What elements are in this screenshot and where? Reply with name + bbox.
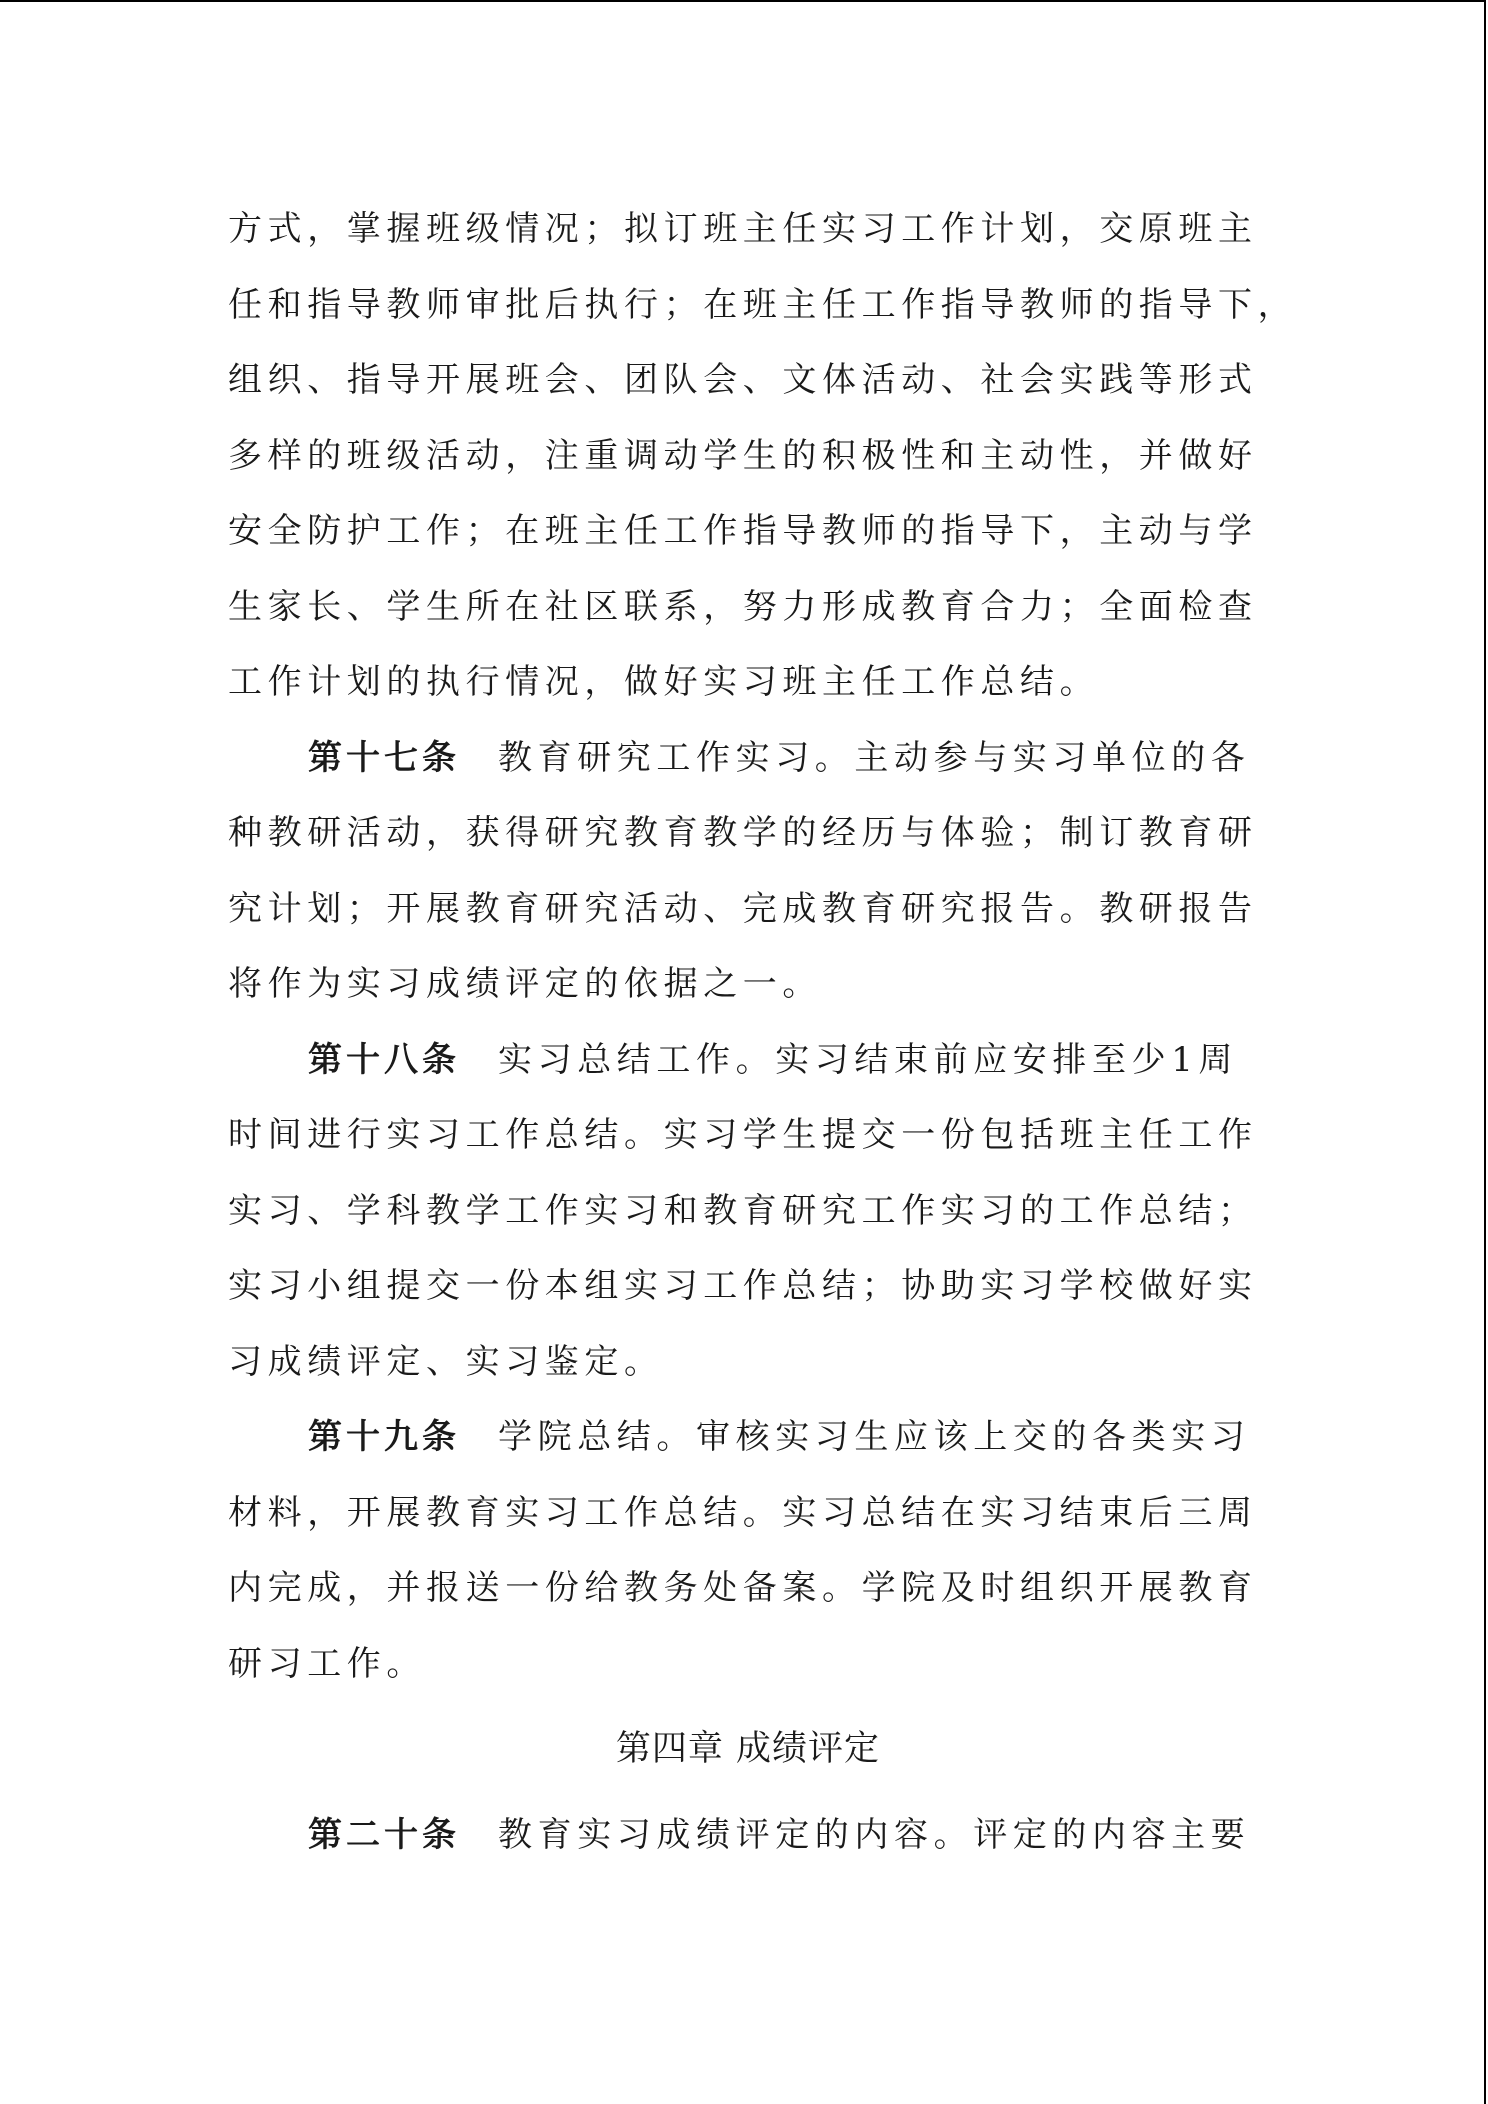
article-18	[228, 1023, 1268, 1401]
article-first-line	[228, 1023, 1268, 1099]
text-line: 方式，掌握班级情况；拟订班主任实习工作计划，交原班主	[228, 209, 1258, 249]
text-line: 实习小组提交一份本组实习工作总结；协助实习学校做好实	[228, 1266, 1258, 1306]
article-first-line	[228, 721, 1268, 797]
chapter-heading: 第四章 成绩评定	[615, 1729, 881, 1769]
text-line: 材料，开展教育实习工作总结。实习总结在实习结束后三周	[228, 1492, 1258, 1533]
article-number: 第二十条	[308, 1814, 460, 1855]
text-line: 研习工作。	[228, 1643, 426, 1684]
text-line: 工作计划的执行情况，做好实习班主任工作总结。	[228, 662, 1100, 702]
text-line: 实习、学科教学工作实习和教育研究工作实习的工作总结；	[228, 1190, 1258, 1231]
article-20	[228, 1798, 1268, 1874]
text-line: 时间进行实习工作总结。实习学生提交一份包括班主任工作	[228, 1115, 1258, 1155]
article-first-line	[228, 1400, 1268, 1476]
article-number: 第十八条	[308, 1039, 460, 1080]
article-text: 学院总结。审核实习生应该上交的各类实习	[498, 1417, 1251, 1457]
text-line: 究计划；开展教育研究活动、完成教育研究报告。教研报告	[228, 888, 1258, 929]
text-line: 将作为实习成绩评定的依据之一。	[228, 964, 822, 1004]
text-line: 安全防护工作；在班主任工作指导教师的指导下，主动与学	[228, 511, 1258, 551]
text-line: 习成绩评定、实习鉴定。	[228, 1341, 664, 1382]
article-number: 第十七条	[308, 737, 460, 778]
article-text: 实习总结工作。实习结束前应安排至少1周	[498, 1039, 1239, 1080]
article-number: 第十九条	[308, 1417, 460, 1457]
text-line: 种教研活动，获得研究教育教学的经历与体验；制订教育研	[228, 813, 1258, 853]
article-first-line	[228, 1798, 1268, 1874]
text-line: 多样的班级活动，注重调动学生的积极性和主动性，并做好	[228, 435, 1258, 476]
text-line: 任和指导教师审批后执行；在班主任工作指导教师的指导下，	[228, 284, 1298, 325]
text-line: 生家长、学生所在社区联系，努力形成教育合力；全面检查	[228, 586, 1258, 627]
text-line: 组织、指导开展班会、团队会、文体活动、社会实践等形式	[228, 360, 1258, 400]
paragraph-continuation	[228, 192, 1298, 721]
article-text: 教育实习成绩评定的内容。评定的内容主要	[498, 1814, 1251, 1855]
article-text: 教育研究工作实习。主动参与实习单位的各	[498, 737, 1251, 778]
text-line: 内完成，并报送一份给教务处备案。学院及时组织开展教育	[228, 1568, 1258, 1608]
article-19	[228, 1400, 1268, 1702]
document-body	[228, 192, 1298, 1873]
article-17	[228, 721, 1268, 1023]
